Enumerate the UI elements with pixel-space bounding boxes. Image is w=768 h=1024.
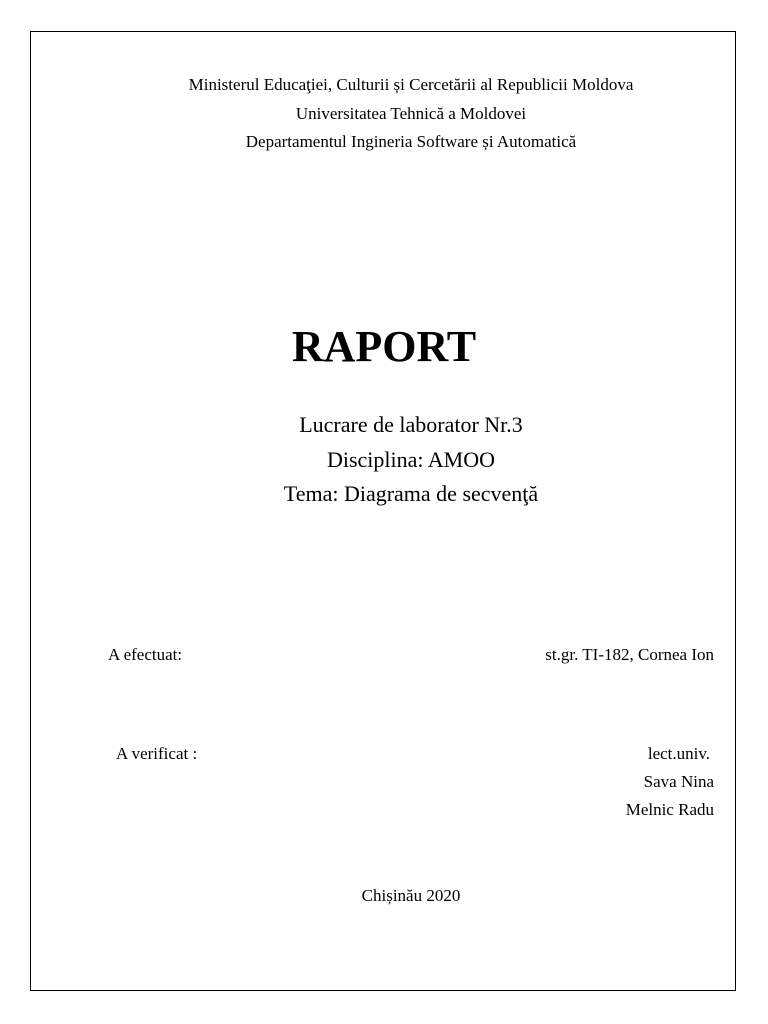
place-year: Chișinău 2020 [361,886,461,905]
performed-label: A efectuat: [108,645,183,664]
ministry-name: Ministerul Educaţiei, Culturii și Cercetării al Republicii Moldova [188,75,634,94]
performed-by: st.gr. TI-182, Cornea Ion [545,645,714,664]
verifier-name: Melnic Radu [625,800,714,819]
department-name: Departamentul Ingineria Software și Automatică [245,132,577,151]
university-name: Universitatea Tehnică a Moldovei [295,104,527,123]
lab-work-number: Lucrare de laborator Nr.3 [299,412,523,437]
page-border [30,31,736,991]
verifier-title: lect.univ. [647,744,710,763]
verified-label: A verificat : [116,744,198,763]
report-title: RAPORT [291,322,477,371]
verifier-name: Sava Nina [643,772,714,791]
discipline-line: Disciplina: AMOO [326,447,496,472]
topic-line: Tema: Diagrama de secvenţă [283,481,539,506]
